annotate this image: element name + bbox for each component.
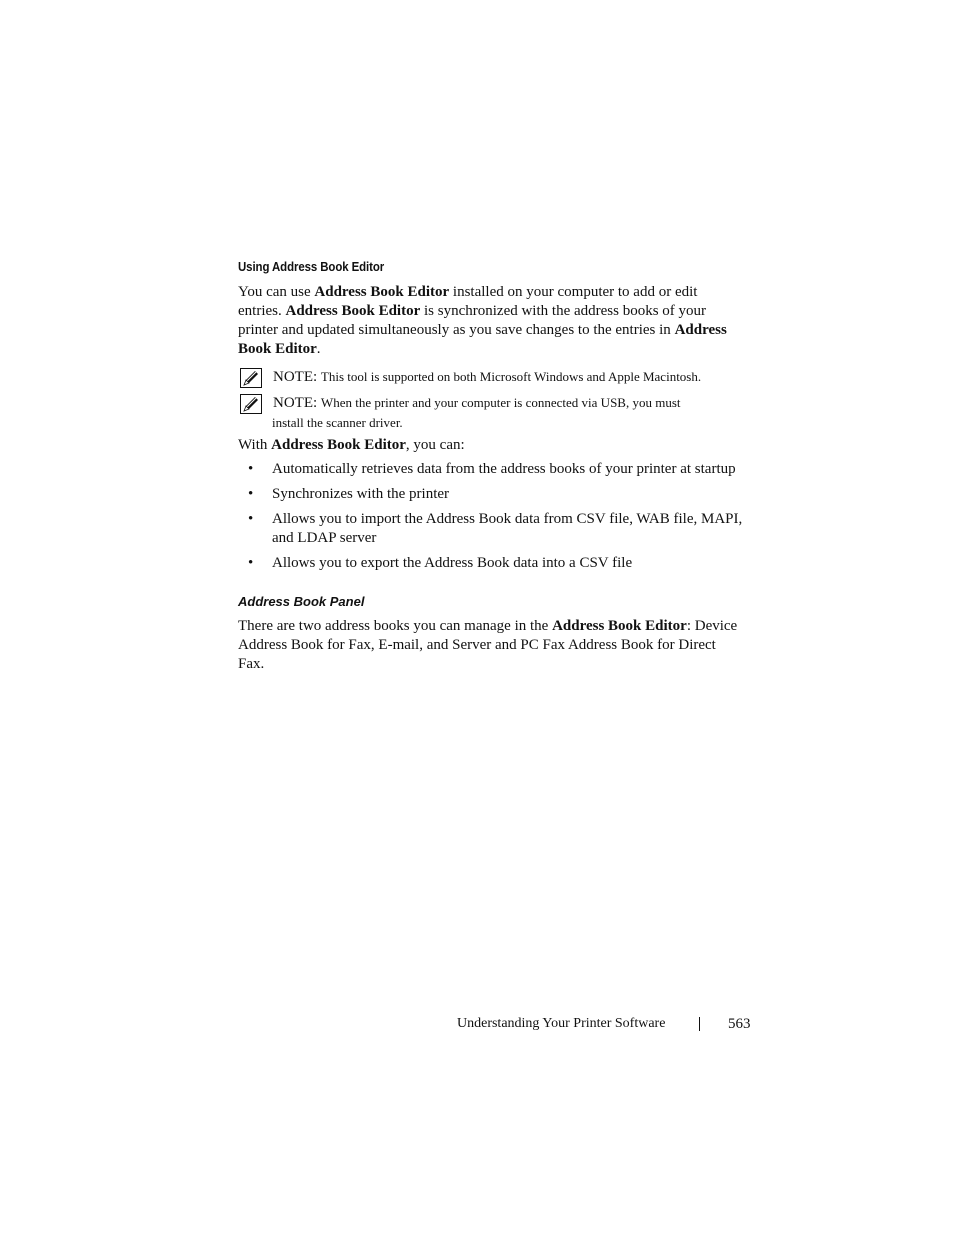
intro-text-2: installed on your computer to add or edit entries. bbox=[238, 284, 698, 319]
feature-list bbox=[238, 460, 743, 573]
note-text: When the printer and your computer is connected via USB, you must bbox=[320, 395, 681, 410]
intro-bold-3: Address Book Editor bbox=[238, 322, 727, 357]
list-item bbox=[238, 460, 743, 479]
note-label: NOTE: bbox=[273, 395, 318, 411]
list-item-text: Automatically retrieves data from the address books of your printer at startup bbox=[272, 461, 736, 477]
note-text-continued: install the scanner driver. bbox=[272, 415, 403, 430]
with-bold: Address Book Editor bbox=[271, 437, 406, 453]
panel-text-1: There are two address books you can manage in the bbox=[238, 618, 553, 634]
intro-text-3: is synchronized with the address books of your printer and updated simultaneously as you save changes to the entries in bbox=[238, 303, 707, 338]
page-number: 563 bbox=[728, 1016, 751, 1032]
panel-text-2: : Device Address Book for Fax, E-mail, and Server and PC Fax Address Book for Direct Fax. bbox=[238, 618, 738, 672]
note-1 bbox=[238, 367, 743, 387]
bullet-icon: • bbox=[248, 461, 254, 477]
intro-text-1: You can use bbox=[238, 284, 315, 300]
panel-bold: Address Book Editor bbox=[552, 618, 687, 634]
list-item-text: Allows you to import the Address Book data from CSV file, WAB file, MAPI, and LDAP server bbox=[272, 511, 743, 546]
note-pencil-icon bbox=[240, 394, 262, 414]
with-text-2: , you can: bbox=[405, 437, 465, 453]
bullet-icon: • bbox=[248, 555, 254, 571]
note-label: NOTE: bbox=[273, 369, 318, 385]
note-2 bbox=[238, 393, 743, 432]
list-item bbox=[238, 510, 743, 548]
note-pencil-icon bbox=[240, 368, 262, 388]
intro-bold-2: Address Book Editor bbox=[285, 303, 421, 319]
page-content bbox=[238, 258, 743, 674]
list-item bbox=[238, 554, 743, 573]
footer-separator bbox=[699, 1017, 700, 1031]
intro-bold-1: Address Book Editor bbox=[314, 284, 450, 300]
section-heading: Using Address Book Editor bbox=[238, 259, 385, 274]
footer-title: Understanding Your Printer Software bbox=[457, 1016, 666, 1031]
list-item-text: Allows you to export the Address Book data into a CSV file bbox=[272, 555, 633, 571]
intro-paragraph bbox=[238, 283, 743, 359]
intro-text-4: . bbox=[316, 341, 321, 357]
bullet-icon: • bbox=[248, 486, 254, 502]
list-item-text: Synchronizes with the printer bbox=[272, 486, 450, 502]
bullet-icon: • bbox=[248, 511, 254, 527]
with-paragraph bbox=[238, 436, 743, 455]
with-text-1: With bbox=[238, 437, 272, 453]
panel-heading: Address Book Panel bbox=[238, 594, 365, 609]
note-text: This tool is supported on both Microsoft Windows and Apple Macintosh. bbox=[320, 369, 702, 384]
list-item bbox=[238, 485, 743, 504]
panel-paragraph bbox=[238, 617, 743, 674]
